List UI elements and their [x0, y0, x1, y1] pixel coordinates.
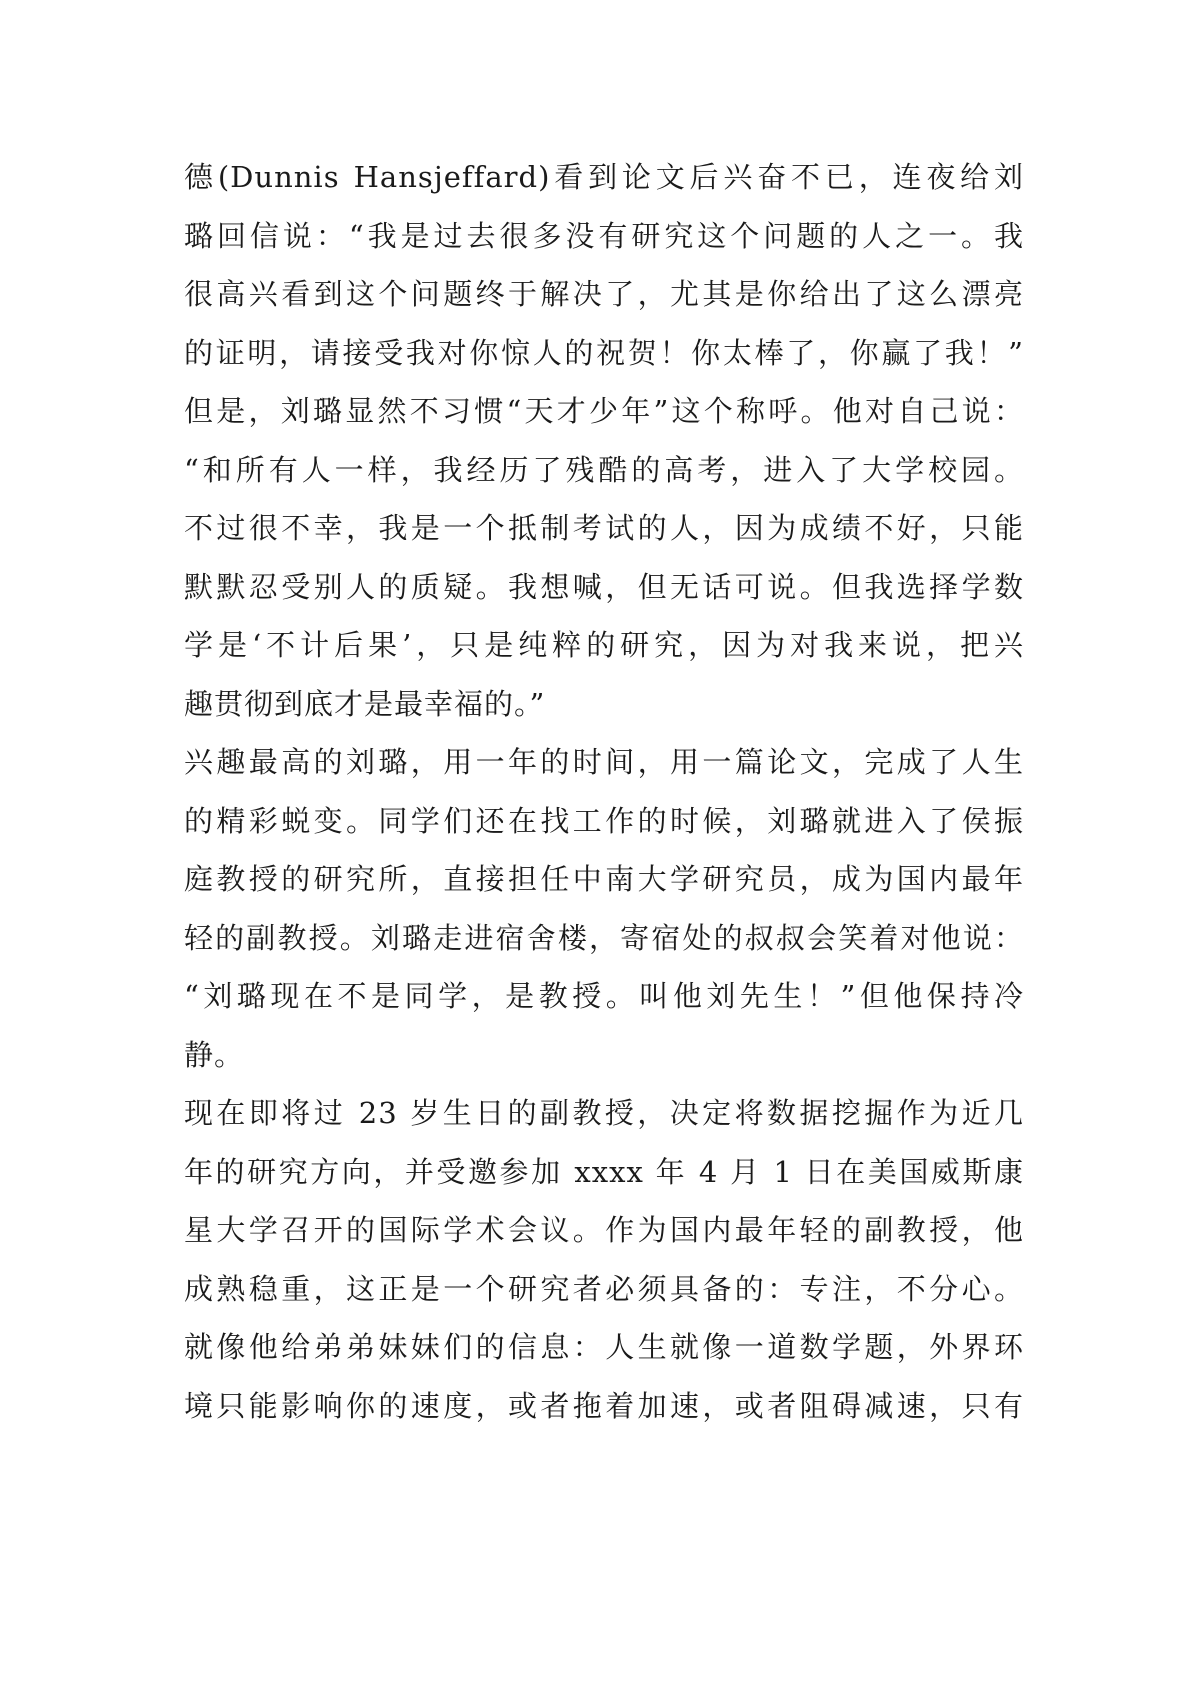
text-line: 现在即将过 23 岁生日的副教授，决定将数据挖掘作为近几	[184, 1096, 1024, 1130]
text-line: 年的研究方向，并受邀参加 xxxx 年 4 月 1 日在美国威斯康	[184, 1154, 1024, 1189]
text-line: 很高兴看到这个问题终于解决了，尤其是你给出了这么漂亮	[184, 277, 1024, 311]
text-line: 星大学召开的国际学术会议。作为国内最年轻的副教授，他	[184, 1213, 1024, 1247]
paragraph-5	[184, 1318, 1024, 1435]
paragraph-4	[184, 1084, 1024, 1318]
text-line: 轻的副教授。刘璐走进宿舍楼，寄宿处的叔叔会笑着对他说：	[184, 920, 1024, 955]
text-line: “和所有人一样，我经历了残酷的高考，进入了大学校园。	[184, 452, 1024, 487]
text-line: 静。	[184, 1037, 245, 1072]
text-line: 成熟稳重，这正是一个研究者必须具备的：专注，不分心。	[184, 1271, 1024, 1306]
paragraph-1	[184, 148, 1024, 382]
text-line: 的精彩蜕变。同学们还在找工作的时候，刘璐就进入了侯振	[184, 803, 1024, 838]
text-line: 但是，刘璐显然不习惯“天才少年”这个称呼。他对自己说：	[184, 394, 1024, 428]
text-line: 的证明，请接受我对你惊人的祝贺！你太棒了，你赢了我！”	[184, 335, 1024, 370]
text-line: 境只能影响你的速度，或者拖着加速，或者阻碍减速，只有	[184, 1388, 1024, 1423]
text-line: 兴趣最高的刘璐，用一年的时间，用一篇论文，完成了人生	[184, 745, 1024, 779]
text-line: 不过很不幸，我是一个抵制考试的人，因为成绩不好，只能	[184, 511, 1024, 545]
text-line: “刘璐现在不是同学，是教授。叫他刘先生！”但他保持冷	[184, 979, 1024, 1013]
text-line: 就像他给弟弟妹妹们的信息：人生就像一道数学题，外界环	[184, 1330, 1024, 1364]
text-line: 学是‘不计后果’，只是纯粹的研究，因为对我来说，把兴	[184, 628, 1024, 662]
text-line: 默默忍受别人的质疑。我想喊，但无话可说。但我选择学数	[184, 569, 1024, 604]
paragraph-2	[184, 382, 1024, 733]
text-line: 璐回信说：“我是过去很多没有研究这个问题的人之一。我	[184, 218, 1024, 253]
text-line: 趣贯彻到底才是最幸福的。”	[184, 686, 546, 721]
body-text	[184, 148, 1024, 1435]
text-line: 庭教授的研究所，直接担任中南大学研究员，成为国内最年	[184, 862, 1024, 896]
text-line: 德(Dunnis Hansjeffard)看到论文后兴奋不已，连夜给刘	[184, 160, 1024, 194]
paragraph-3	[184, 733, 1024, 1084]
